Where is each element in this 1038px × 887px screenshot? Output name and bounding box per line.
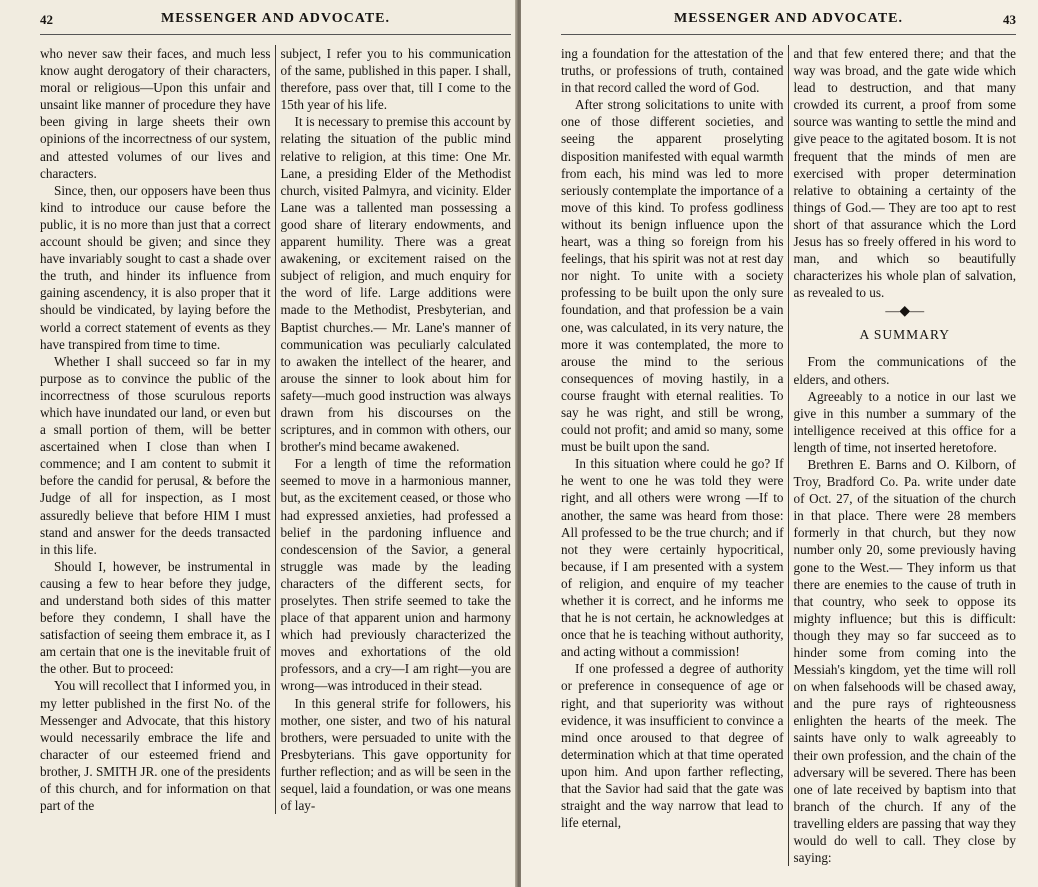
paragraph: If one professed a degree of authority or preference in consequence of age or right, and that superiority was without evidence, it was insufficient to convince a mind once aroused to that degree of determination which at that time operated upon him. And upon farther reflecting, that the Savior had said that the gate was straight and the way narrow that lead to life eternal, — [561, 661, 784, 831]
right-column-1 — [561, 45, 789, 866]
left-page-columns — [40, 45, 511, 814]
left-page — [0, 0, 517, 887]
paragraph: Since, then, our opposers have been thus kind to introduce our cause before the public, it is no more than just that a correct account should be given; and since they have invariably sought to cast a shade over the truth, and hinder its influence from gaining ascendency, it is also proper that it should be vindicated, by laying before the world a correct statement of events as they have transpired from time to time. — [40, 182, 271, 352]
paragraph: ing a foundation for the attestation of the truths, or professions of truth, contained in that record called the word of God. — [561, 46, 784, 96]
paragraph: and that few entered there; and that the way was broad, and the gate wide which lead to destruction, and that many crowded its current, a proof from some source was wanting to settle the mind and give peace to the agitated bosom. It is not frequent that the minds of men are exercised with proper determination relative to obtaining a certainty of the things of God.— They are too apt to rest short of that assurance which the Lord Jesus has so freely offered in his word to man, and which so beautifully characterizes his whole plan of salvation, as revealed to us. — [793, 46, 1016, 301]
right-page — [521, 0, 1038, 887]
left-running-head: MESSENGER AND ADVOCATE. — [161, 11, 390, 26]
paragraph: who never saw their faces, and much less know aught derogatory of their characters, moral or religious—Upon this unfair and unsaint like manner of procedure they have been giving in large sheets their own opinions of the incorrectness of our system, and attested volumes of our lives and characters. — [40, 46, 271, 181]
section-heading: A SUMMARY — [859, 327, 950, 343]
paragraph: Agreeably to a notice in our last we give in this number a summary of the intelligence received at this office for a length of time, not inserted heretofore. — [793, 388, 1016, 455]
paragraph: In this situation where could he go? If he went to one he was told they were right, and all others were wrong —If to another, the same was heard from those: All professed to be the true church; and if not they were certainly hypocritical, because, if I am presented with a system of religion, and enquire of my teacher whether it is correct, and he informs me that he is not certain, he acknowledges at once that he is teaching without authority, and acting without a commission! — [561, 456, 784, 660]
paragraph: subject, I refer you to his communication of the same, published in this paper. I shall, therefore, pass over that, till I come to the 15th year of his life. — [280, 46, 511, 113]
paragraph: You will recollect that I informed you, in my letter published in the first No. of the Messenger and Advocate, that this history would necessarily embrace the life and character of our esteemed friend and brother, J. SMITH JR. one of the presidents of this church, and for information on that part of the — [40, 678, 271, 814]
paragraph: Brethren E. Barns and O. Kilborn, of Troy, Bradford Co. Pa. write under date of Oct. 27, of the situation of the church in that place. There were 28 members formerly in that church, but they now number only 20, some previously having gone to the West.— They inform us that there are enemies to the cause of truth in that country, who seek to oppose its mighty influence; but this is difficult: though they may so far succeed as to hinder some from coming into the Messiah's kingdom, yet the time will roll on when falsehoods will be chased away, and the pure rays of righteousness enlighten the hearts of the meek. The saints have only to walk agreeably to their own profession, and the chain of the adversary will be severed. There has been one of late received by baptism into that branch of the church. If any of the travelling elders are passing that way they would do well to call. They close by saying: — [793, 456, 1016, 866]
paragraph: For a length of time the reformation seemed to move in a harmonious manner, but, as the excitement ceased, or those who had expressed anxieties, had professed a belief in the pardoning influence and condescension of the Savior, a general struggle was made by the leading characters of the different sects, for proselytes. Then strife seemed to take the place of that apparent union and harmony which had previously characterized the moves and exhortations of the old professors, and a cry—I am right—you are wrong—was introduced in their stead. — [280, 456, 511, 694]
paragraph: In this general strife for followers, his mother, one sister, and two of his natural brothers, were persuaded to unite with the Presbyterians. This gave opportunity for further reflection; and as will be seen in the sequel, laid a foundation, or was one means of lay- — [280, 695, 511, 814]
right-column-2 — [789, 45, 1017, 866]
paragraph: From the communications of the elders, and others. — [793, 354, 1016, 387]
paragraph: It is necessary to premise this account by relating the situation of the public mind relative to religion, at this time: One Mr. Lane, a presiding Elder of the Methodist church, visited Palmyra, and vicinity. Elder Lane was a tallented man possessing a good share of literary endowments, and apparent humility. There was a great awakening, or excitement raised on the subject of religion, and much enquiry for the word of life. Large additions were made to the Methodist, Presbyterian, and Baptist churches.— Mr. Lane's manner of communication was peculiarly calculated to awaken the intellect of the hearer, and arouse the sinner to look about him for safety—much good instruction was always drawn from his discourses on the scriptures, and in common with others, our brother's mind became awakened. — [280, 114, 511, 455]
section-divider-ornament: —◆— — [885, 304, 925, 320]
paragraph: Should I, however, be instrumental in causing a few to hear before they judge, and understand both sides of this matter before they condemn, I shall have the satisfaction of seeing them embrace it, as I am certain that one is the inevitable fruit of the other. But to proceed: — [40, 558, 271, 677]
paragraph: Whether I shall succeed so far in my purpose as to convince the public of the incorrectness of those scurulous reports which have inundated our land, or even but a small portion of them, will be better ascertained when I close than when I commence; and I am content to submit it before the candid for perusal, & before the Judge of all for inspection, as I most assuredly believe that before HIM I must stand and answer for the deeds transacted in this life. — [40, 353, 271, 557]
left-page-number: 42 — [40, 12, 53, 27]
left-page-header — [40, 8, 511, 35]
right-page-header — [561, 8, 1016, 35]
right-running-head: MESSENGER AND ADVOCATE. — [674, 11, 903, 26]
right-page-number: 43 — [1003, 12, 1016, 27]
right-page-columns — [561, 45, 1016, 866]
left-column-1 — [40, 45, 276, 814]
left-column-2 — [276, 45, 512, 814]
paragraph: After strong solicitations to unite with one of those different societies, and seeing the apparent proselyting disposition manifested with equal warmth from each, his mind was led to more seriously contemplate the importance of a move of this kind. To profess godliness without its benign influence upon the heart, was a thing so foreign from his feelings, that his spirit was not at rest day nor night. To unite with a society professing to be built upon the only sure foundation, and that profession be a vain one, was calculated, in its very nature, the more it was contemplated, the more to arouse the mind to the serious consequences of moving hastily, in a course fraught with eternal realities. To say he was right, and still be wrong, could not profit; and amid so many, some must be built upon the sand. — [561, 97, 784, 455]
